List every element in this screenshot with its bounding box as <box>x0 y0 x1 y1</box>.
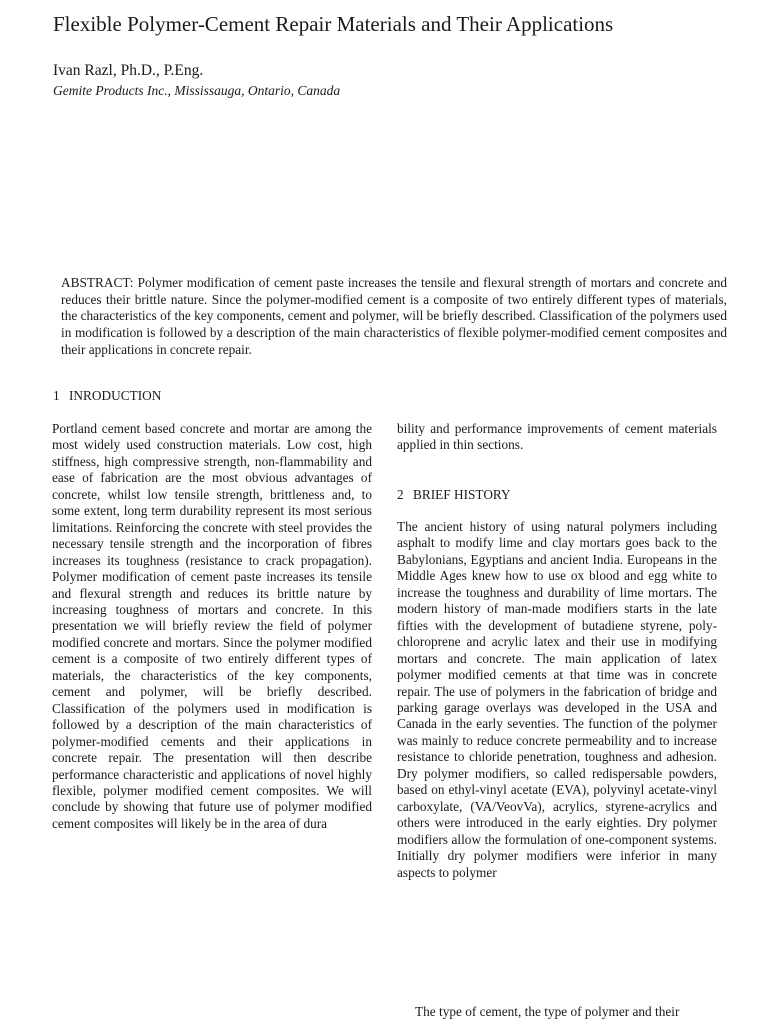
paper-affiliation: Gemite Products Inc., Mississauga, Ontario, Canada <box>53 83 341 98</box>
section-heading-brief-history <box>397 486 511 503</box>
section-title: INRODUCTION <box>69 388 162 403</box>
section-title: BRIEF HISTORY <box>413 487 511 502</box>
paper-title: Flexible Polymer-Cement Repair Materials and Their Applications <box>53 12 614 36</box>
introduction-continuation: bility and performance improvements of cement materials applied in thin sections. <box>397 421 717 453</box>
footer-fragment: The type of cement, the type of polymer and their <box>415 1004 680 1019</box>
section-number: 1 <box>53 388 60 403</box>
abstract: ABSTRACT: Polymer modification of cement paste increases the tensile and flexural strength of mortars and concrete and reduces their brittle nature. Since the polymer-modified cement is a composite of two entirely different types of materials, the characteristics of the key components, cement and polymer, will be briefly described. Classification of the polymers used in modification is followed by a description of the main characteristics of flexible polymer-modified cement composites and their applications in concrete repair. <box>61 275 727 357</box>
paper-author: Ivan Razl, Ph.D., P.Eng. <box>53 62 204 79</box>
section-number: 2 <box>397 487 404 502</box>
introduction-body: Portland cement based concrete and mortar are among the most widely used construction materials. Low cost, high stiffness, high compressive strength, non-flammability and ease of fabrication are the most obvious advantages of concrete, whilst low tensile strength, brittleness and, to some extent, long term durability represent its most serious limitations. Reinforcing the concrete with steel provides the necessary tensile strength and the incorporation of fibres increases its toughness (resistance to crack propagation). Polymer modification of cement paste increases its tensile and flexural strength and reduces its brittle nature by increasing toughness of mortars and concrete. In this presentation we will briefly review the field of polymer modified concrete and mortars. Since the polymer modified cement is a composite of two entirely different types of materials, the characteristics of the key components, cement and polymer, will be briefly described. Classification of the polymers used in modification is followed by a description of the main characteristics of polymer-modified cements and their applications in concrete repair. The presentation will then describe performance characteristic and applications of novel highly flexible, polymer modified cement composites. We will conclude by showing that future use of polymer modified cement composites will likely be in the area of dura <box>52 421 372 831</box>
section-heading-introduction <box>53 387 161 404</box>
brief-history-body: The ancient history of using natural polymers including asphalt to modify lime and clay mortars goes back to the Babylonians, Egyptians and ancient India. Europeans in the Middle Ages knew how to use ox blood and egg white to increase the toughness and durability of lime mortars. The modern history of man-made modifiers starts in the late fifties with the development of butadiene styrene, polychloroprene and acrylic latex and their use in modifying mortars and concrete. The main application of latex polymer modified cements at that time was in concrete repair. The use of polymers in the fabrication of bridge and parking garage overlays was developed in the USA and Canada in the early seventies. The function of the polymer was mainly to reduce concrete permeability and to increase resistance to chloride penetration, toughness and adhesion. Dry polymer modifiers, so called redispersable powders, based on ethyl-vinyl acetate (EVA), polyvinyl acetate-vinyl carboxylate, (VA/VeovVa), acrylics, styrene-acrylics and others were introduced in the early eighties. Dry polymer modifiers allow the formulation of one-component systems. Initially dry polymer modifiers were inferior in many aspects to polymer <box>397 519 717 880</box>
